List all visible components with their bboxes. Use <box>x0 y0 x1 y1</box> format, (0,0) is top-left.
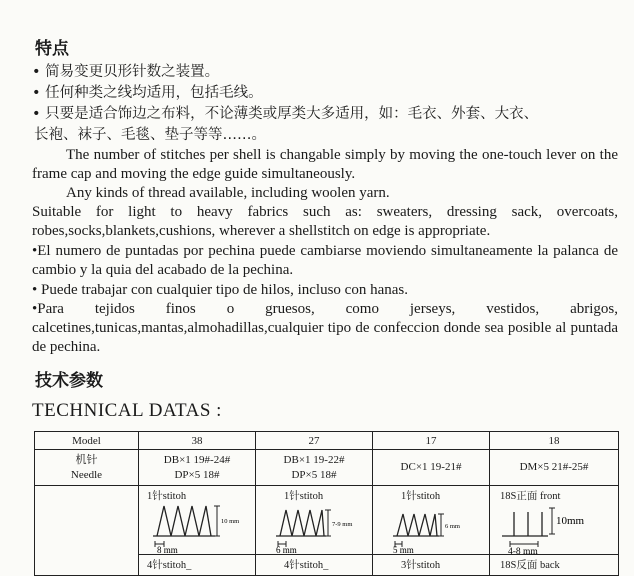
feature-cn-1: • 简易变更贝形针数之装置。 <box>32 64 220 80</box>
stitch-38-height: 10 mm <box>221 518 240 525</box>
stitch-17-width: 5 mm <box>393 545 414 554</box>
stitch-18-back: 18S反面 back <box>490 555 619 576</box>
english-para-1: The number of stitches per shell is changable simply by moving the one-touch lever on the frame cap and moving the edge guide simultaneously. <box>32 147 618 182</box>
stitch-27-front: 1针stitoh 7-9 mm 6 mm <box>256 486 373 555</box>
needle-label: 机针 Needle <box>35 450 139 486</box>
feature-cn-3: • 只要是适合饰边之布料，不论薄类或厚类大多适用，如：毛衣、外套、大衣、 <box>32 106 539 122</box>
header-model-18: 18 <box>490 432 619 450</box>
stitch-27-width: 6 mm <box>276 545 297 554</box>
needle-row <box>35 450 619 486</box>
spanish-para-1: •El numero de puntadas por pechina puede cambiarse moviendo simultaneamente la palanca de cambio y la quia del acabado de la pechina. <box>32 243 618 278</box>
stitch-17-height: 6 mm <box>445 523 460 530</box>
stitch-label-cell <box>35 486 139 576</box>
stitch-18-width: 4-8 mm <box>508 547 538 554</box>
zigzag-stitch-38-icon <box>139 500 256 554</box>
section-title-specs: 技术参数 <box>35 371 103 391</box>
stitch-18-front: 18S正面 front 10mm 4-8 mm <box>490 486 619 555</box>
stitch-38-back: 4针stitoh_ <box>139 555 256 576</box>
header-model-38: 38 <box>139 432 256 450</box>
stitch-17-front: 1针stitoh 6 mm 5 mm <box>373 486 490 555</box>
zigzag-stitch-17-icon <box>373 500 490 554</box>
header-model-27: 27 <box>256 432 373 450</box>
spanish-para-3: •Para tejidos finos o gruesos, como jerseys, vestidos, abrigos, calcetines,tunicas,mantas,almohadillas,cualquier tipo de confeccion donde sea posible al puntada de pechina. <box>32 301 618 355</box>
needle-18: DM×5 21#-25# <box>490 450 619 486</box>
stitch-18-height: 10mm <box>556 515 585 527</box>
needle-27: DB×1 19-22# DP×5 18# <box>256 450 373 486</box>
stitch-38-width: 8 mm <box>157 545 178 554</box>
stitch-27-height: 7-9 mm <box>332 521 353 528</box>
feature-cn-4: 长袍、袜子、毛毯、垫子等等……。 <box>34 127 266 143</box>
straight-stitch-18-icon <box>490 500 619 554</box>
stitch-17-back: 3针stitoh <box>373 555 490 576</box>
table-header-row <box>35 432 619 450</box>
needle-38: DB×1 19#-24# DP×5 18# <box>139 450 256 486</box>
technical-datas-title: TECHNICAL DATAS : <box>32 400 222 421</box>
header-model: Model <box>35 432 139 450</box>
feature-cn-2: • 任何种类之线均适用，包括毛线。 <box>32 85 263 101</box>
section-title-features: 特点 <box>35 39 69 59</box>
spanish-para-2: • Puede trabajar con cualquier tipo de hilos, incluso con hanas. <box>32 282 408 298</box>
stitch-row-1 <box>35 486 619 555</box>
needle-17: DC×1 19-21# <box>373 450 490 486</box>
spec-table <box>34 431 619 576</box>
header-model-17: 17 <box>373 432 490 450</box>
stitch-38-front: 1针stitoh 10 mm 8 mm <box>139 486 256 555</box>
english-para-2: Any kinds of thread available, including woolen yarn. <box>66 185 390 201</box>
zigzag-stitch-27-icon <box>256 500 373 554</box>
stitch-27-back: 4针stitoh_ <box>256 555 373 576</box>
english-para-3: Suitable for light to heavy fabrics such as: sweaters, dressing sack, overcoats, robes,socks,blankets,cushions, wherever a shellstitch on edge is appropriate. <box>32 204 618 239</box>
